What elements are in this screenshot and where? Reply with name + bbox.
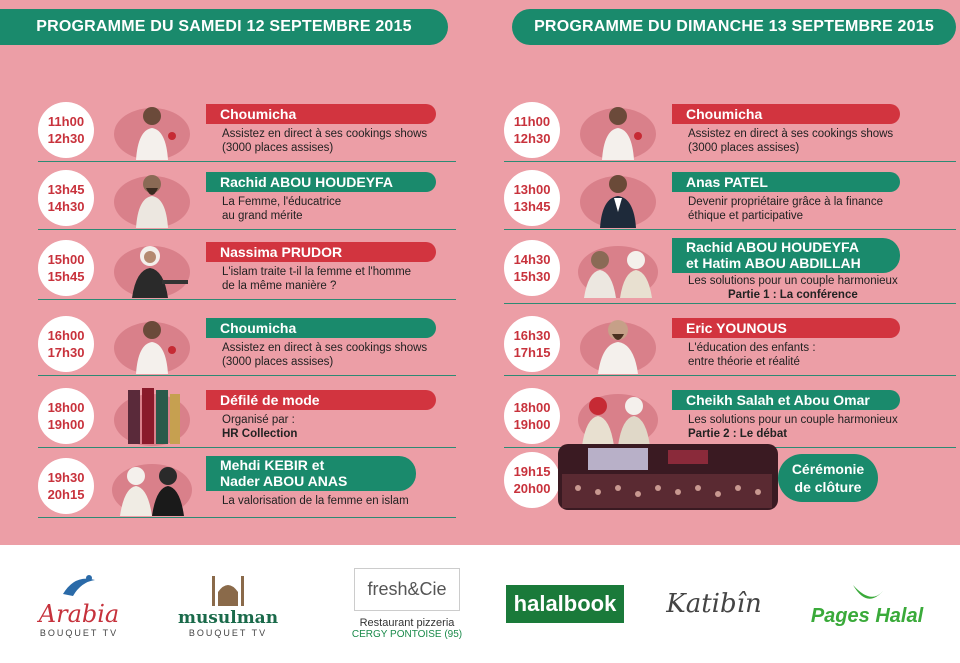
sunday-header: PROGRAMME DU DIMANCHE 13 SEPTEMBRE 2015	[512, 9, 956, 45]
divider	[504, 303, 956, 305]
divider	[504, 229, 956, 231]
time-badge: 13h00 13h45	[504, 170, 560, 226]
session-description: Les solutions pour un couple harmonieux Partie 1 : La conférence	[688, 275, 898, 301]
session-description: L'éducation des enfants : entre théorie et réalité	[688, 342, 816, 368]
program-row	[38, 312, 456, 376]
time-badge: 13h45 14h30	[38, 170, 94, 226]
speaker-name: Anas PATEL	[672, 172, 900, 192]
session-description: L'islam traite t-il la femme et l'homme de la même manière ?	[222, 266, 412, 292]
katibin-logo: Katibîn	[666, 589, 762, 619]
speaker-photo	[102, 166, 202, 228]
event-name: Défilé de mode	[206, 390, 436, 410]
time-badge: 11h00 12h30	[38, 102, 94, 158]
speaker-photo	[102, 454, 202, 516]
speaker-names: Mehdi KEBIR et Nader ABOU ANAS	[206, 456, 416, 491]
fashion-photo	[102, 384, 202, 446]
mosque-icon	[208, 570, 248, 608]
session-description: Les solutions pour un couple harmonieux Partie 2 : Le débat	[688, 414, 898, 440]
divider	[38, 517, 456, 519]
speaker-photo	[568, 312, 668, 374]
audience-photo	[558, 444, 778, 510]
sponsor-footer	[0, 545, 960, 663]
time-badge: 16h30 17h15	[504, 316, 560, 372]
crescent-icon	[847, 581, 887, 605]
time-badge: 19h30 20h15	[38, 458, 94, 514]
halalbook-logo: halalbook	[506, 545, 624, 663]
divider	[38, 161, 456, 163]
saturday-header: PROGRAMME DU SAMEDI 12 SEPTEMBRE 2015	[0, 9, 448, 45]
time-badge: 18h00 19h00	[504, 388, 560, 444]
time-badge: 14h30 15h30	[504, 240, 560, 296]
session-description: La valorisation de la femme en islam	[222, 495, 409, 507]
speaker-name: Nassima PRUDOR	[206, 242, 436, 262]
speaker-photo	[568, 166, 668, 228]
program-row	[504, 98, 956, 162]
time-badge: 16h00 17h30	[38, 316, 94, 372]
program-row	[504, 312, 956, 376]
session-description: La Femme, l'éducatrice au grand mérite	[222, 196, 342, 222]
pages-halal-logo: Pages Halal	[798, 545, 936, 663]
musulman-logo: musulman BOUQUET TV	[178, 545, 278, 663]
divider	[38, 299, 456, 301]
divider	[504, 375, 956, 377]
session-description: Assistez en direct à ses cookings shows (3000 places assises)	[688, 128, 894, 154]
program-row	[504, 166, 956, 230]
speaker-photo	[568, 236, 668, 298]
speaker-name: Choumicha	[206, 104, 436, 124]
time-badge: 19h15 20h00	[504, 452, 560, 508]
fresh-cie-logo: fresh&Cie Restaurant pizzeria CERGY PONTOISE (95)	[344, 545, 470, 663]
time-badge: 15h00 15h45	[38, 240, 94, 296]
program-row	[38, 166, 456, 230]
closing-ceremony-badge: Cérémonie de clôture	[778, 454, 878, 502]
speaker-name: Choumicha	[206, 318, 436, 338]
program-row	[38, 98, 456, 162]
session-description: Assistez en direct à ses cookings shows (3000 places assises)	[222, 342, 428, 368]
speaker-photo	[568, 384, 668, 446]
speaker-name: Choumicha	[672, 104, 900, 124]
divider	[38, 447, 456, 449]
divider	[38, 375, 456, 377]
program-row	[38, 236, 456, 300]
program-row	[504, 236, 956, 304]
saturday-column	[0, 0, 450, 545]
speaker-name: Eric YOUNOUS	[672, 318, 900, 338]
time-badge: 11h00 12h30	[504, 102, 560, 158]
divider	[504, 161, 956, 163]
session-description: Devenir propriétaire grâce à la finance éthique et participative	[688, 196, 883, 222]
speaker-photo	[568, 98, 668, 160]
speaker-photo	[102, 312, 202, 374]
session-description: Assistez en direct à ses cookings shows (3000 places assises)	[222, 128, 428, 154]
program-row	[38, 384, 456, 448]
session-description: Organisé par : HR Collection	[222, 414, 298, 440]
speaker-name: Cheikh Salah et Abou Omar	[672, 390, 900, 410]
speaker-name: Rachid ABOU HOUDEYFA	[206, 172, 436, 192]
program-row	[38, 454, 456, 518]
program-row	[504, 384, 956, 448]
divider	[38, 229, 456, 231]
sunday-column	[500, 0, 950, 545]
arabia-logo: Arabia BOUQUET TV	[24, 545, 134, 663]
time-badge: 18h00 19h00	[38, 388, 94, 444]
speaker-names: Rachid ABOU HOUDEYFA et Hatim ABOU ABDILLAH	[672, 238, 900, 273]
program-row	[504, 444, 956, 512]
arabia-emblem-icon	[59, 570, 99, 600]
speaker-photo	[102, 98, 202, 160]
speaker-photo	[102, 236, 202, 298]
